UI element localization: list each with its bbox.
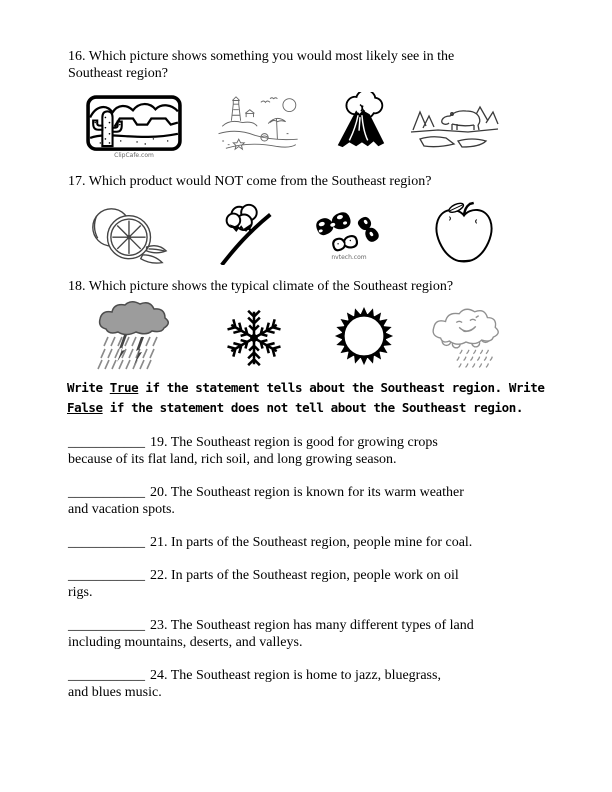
answer-blank-19: ___________: [68, 435, 145, 450]
true-false-instructions: Write True if the statement tells about the Southeast region. Write False if the statement does not tell about the Southeast region.: [67, 380, 545, 415]
statements-list: [68, 434, 568, 717]
image-watermark: nvtech.com: [331, 253, 367, 261]
snowflake-image: [219, 302, 289, 372]
statement-24: ___________ 24. The Southeast region is home to jazz, bluegrass, and blues music.: [68, 668, 441, 700]
answer-blank-21: ___________: [68, 535, 145, 550]
answer-blank-20: ___________: [68, 485, 145, 500]
sun-image: [333, 306, 395, 366]
statement-23: ___________ 23. The Southeast region has many different types of land including mountains, deserts, and valleys.: [68, 618, 474, 650]
statement-20: ___________ 20. The Southeast region is known for its warm weather and vacation spots.: [68, 485, 464, 517]
beach-lighthouse-scene-image: [213, 95, 305, 154]
erupting-volcano-image: [330, 92, 390, 150]
answer-blank-24: ___________: [68, 668, 145, 683]
peanuts-image: [310, 206, 388, 261]
statement-19: ___________ 19. The Southeast region is good for growing crops because of its flat land, rich soil, and long growing season.: [68, 435, 438, 467]
question-16-text: 16. Which picture shows something you would most likely see in the Southeast region?: [68, 49, 455, 81]
statement-21: ___________ 21. In parts of the Southeast region, people mine for coal.: [68, 535, 473, 550]
answer-blank-23: ___________: [68, 618, 145, 633]
answer-blank-22: ___________: [68, 568, 145, 583]
smiling-rain-cloud-image: [427, 303, 505, 371]
false-word: False: [67, 399, 103, 415]
desert-cactus-scene-image: [86, 95, 182, 159]
true-word: True: [109, 380, 139, 395]
image-watermark: ClipCafe.com: [114, 152, 154, 160]
cotton-plant-image: [214, 199, 280, 265]
orange-citrus-fruit-image: [84, 202, 172, 267]
storm-cloud-rain-lightning-image: [94, 299, 176, 371]
question-18-text: 18. Which picture shows the typical climate of the Southeast region?: [68, 279, 454, 294]
question-17-text: 17. Which product would NOT come from the Southeast region?: [68, 174, 432, 189]
polar-bear-on-ice-image: [408, 99, 500, 153]
statement-22: ___________ 22. In parts of the Southeast region, people work on oil rigs.: [68, 568, 459, 600]
apple-image: [429, 201, 499, 265]
